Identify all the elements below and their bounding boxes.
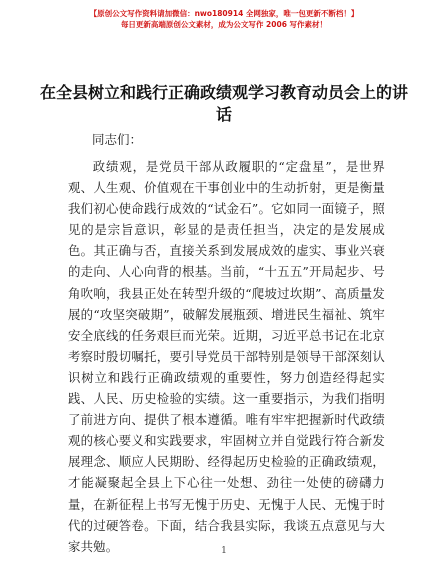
body-paragraph: 政绩观，是党员干部从政履职的“定盘星”，是世界观、人生观、价值观在干事创业中的生动折射，更是衡量我们初心使命践行成效的“试金石”。它如同一面镜子，照见的是宗旨意识，彰显的是责任担当，决定的是发展成色。其正确与否，直接关系到发展成效的虚实、事业兴衰的走向、人心向背的根基。当前，“十五五”开局起步、号角吹响，我县正处在转型升级的“爬坡过坎期”、高质量发展的“攻坚突破期”，破解发展瓶颈、增进民生福祉、筑牢安全底线的任务艰巨而光荣。近期，习近平总书记在北京考察时殷切嘱托，要引导党员干部特别是领导干部深刻认识树立和践行正确政绩观的重要性，努力创造经得起实践、人民、历史检验的实绩。这一重要指示，为我们指明了前进方向、提供了根本遵循。唯有牢牢把握新时代政绩观的核心要义和实践要求，牢固树立并自觉践行符合新发展理念、顺应人民期盼、经得起历史检验的正确政绩观，才能凝聚起全县上下心往一处想、劲往一处使的磅礴力量，在新征程上书写无愧于历史、无愧于人民、无愧于时代的过硬答卷。下面，结合我县实际，我谈五点意见与大家共勉。 (68, 159, 385, 554)
banner-line-2: 每日更新高端原创公文素材，成为公文写作 2006 写作素材！ (120, 20, 328, 29)
header-banner (0, 8, 448, 30)
banner-line-1: 【原创公文写作资料请加微信：nwo180914 全网独家，唯一包更新不断档！】 (89, 9, 359, 18)
page-number: 1 (221, 546, 227, 556)
greeting: 同志们： (92, 132, 143, 147)
document-title: 在全县树立和践行正确政绩观学习教育动员会上的讲话 (40, 83, 409, 124)
